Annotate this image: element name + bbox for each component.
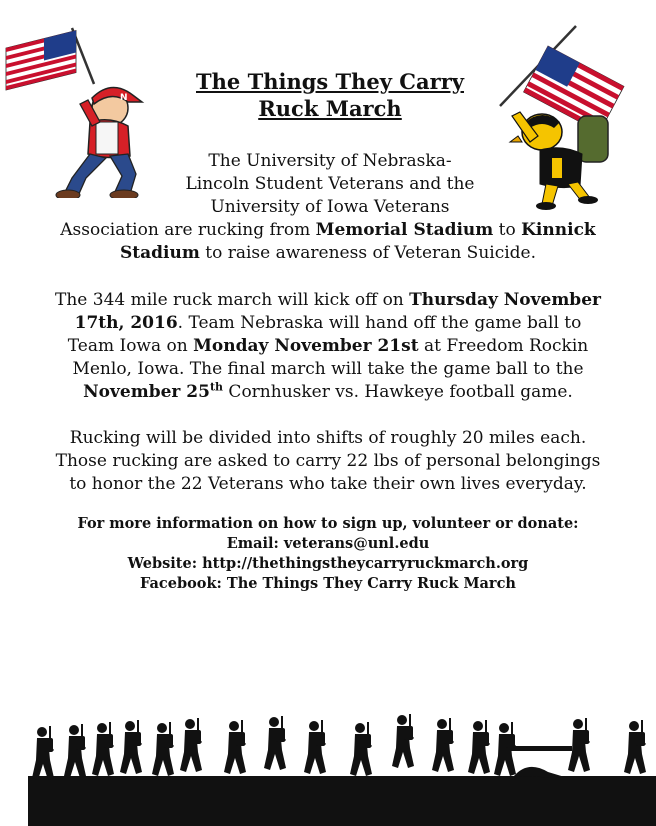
rucking-paragraph: [20, 427, 636, 496]
contact-heading: For more information on how to sign up, volunteer or donate:: [77, 515, 579, 532]
svg-text:N: N: [120, 93, 128, 103]
rucking-line-3: to honor the 22 Veterans who take their own lives everyday.: [69, 474, 587, 494]
schedule-text-1: The 344 mile ruck march will kick off on: [55, 290, 410, 310]
schedule-line-4: Menlo, Iowa. The final march will take the game ball to the: [72, 359, 584, 379]
intro-line-5-post: to raise awareness of Veteran Suicide.: [199, 243, 537, 263]
game-date: [83, 382, 223, 402]
contact-email: Email: veterans@unl.edu: [226, 535, 430, 552]
schedule-line-3: [20, 335, 636, 358]
intro-line-4-pre: Association are rucking from: [60, 220, 316, 240]
from-stadium: Memorial Stadium: [315, 220, 494, 240]
schedule-line-5: [20, 381, 636, 404]
husker-mascot-icon: [2, 18, 162, 198]
handoff-date: Monday November 21st: [193, 336, 419, 356]
intro-line-3: University of Iowa Veterans: [210, 197, 450, 217]
schedule-line-1: [20, 289, 636, 312]
to-stadium-part-2: Stadium: [119, 243, 200, 263]
contact-website: Website: http://thethingstheycarryruckmarch.org: [127, 555, 529, 572]
intro-line-2: Lincoln Student Veterans and the: [185, 174, 475, 194]
rucking-line-1: Rucking will be divided into shifts of roughly 20 miles each.: [69, 428, 587, 448]
soldier-silhouette-image: [28, 700, 656, 826]
schedule-text-6: Cornhusker vs. Hawkeye football game.: [223, 382, 573, 402]
intro-text-top: [140, 150, 520, 219]
title-line-2: Ruck March: [258, 96, 402, 121]
intro-line-1: The University of Nebraska-: [208, 151, 452, 171]
intro-line-4-mid: to: [493, 220, 522, 240]
contact-facebook: Facebook: The Things They Carry Ruck March: [140, 575, 516, 592]
intro-line-5: [20, 242, 636, 265]
intro-line-4: [20, 219, 636, 242]
schedule-text-2: . Team Nebraska will hand off the game ball to: [177, 313, 582, 333]
game-date-sup: th: [209, 380, 224, 394]
rucking-line-2: Those rucking are asked to carry 22 lbs of personal belongings: [55, 451, 601, 471]
flyer-title: [150, 68, 510, 122]
kickoff-date-b: 17th, 2016: [74, 313, 178, 333]
schedule-text-3: Team Iowa on: [67, 336, 194, 356]
intro-text-bottom: [20, 219, 636, 265]
to-stadium-part-1: Kinnick: [521, 220, 596, 240]
contact-block: [20, 514, 636, 594]
title-line-1: The Things They Carry: [196, 69, 464, 94]
kickoff-date-a: Thursday November: [409, 290, 601, 310]
schedule-text-4: at Freedom Rockin: [418, 336, 589, 356]
schedule-paragraph: [20, 289, 636, 404]
game-date-text: November 25: [83, 382, 210, 402]
schedule-line-2: [20, 312, 636, 335]
